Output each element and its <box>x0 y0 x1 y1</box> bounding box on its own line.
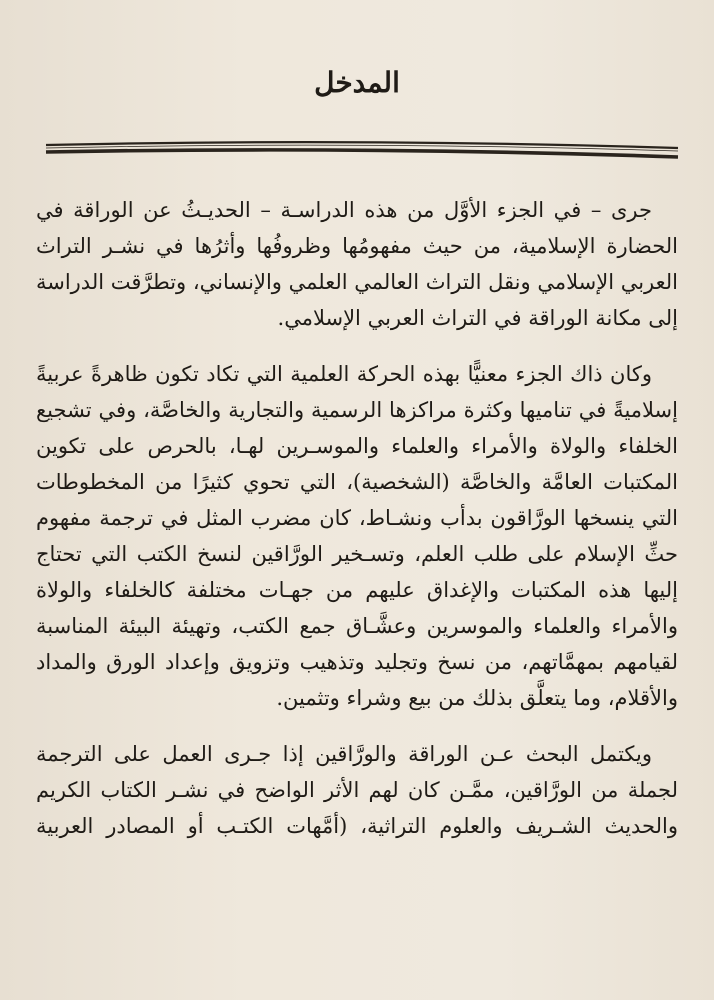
body-text <box>36 192 678 844</box>
text-line: والأقلام، وما يتعلَّق بذلك من بيع وشراء وتثمين. <box>276 686 678 710</box>
text-line: التي ينسخها الورَّاقون بدأب ونشـاط، كان مضرب المثل في ترجمة مفهوم <box>36 506 678 530</box>
text-line: وكان ذاك الجزء معنيًّا بهذه الحركة العلمية التي تكاد تكون ظاهرةً عربيةً <box>36 362 652 386</box>
chapter-title: المدخل <box>314 66 400 99</box>
text-line: والأمراء والعلماء والموسرين وعشَّـاق جمع الكتب، وتهيئة البيئة المناسبة <box>36 614 678 638</box>
text-line: جرى – في الجزء الأوَّل من هذه الدراسـة – الحديـثُ عن الوراقة في <box>36 198 652 222</box>
paragraph-2 <box>36 356 678 716</box>
text-line: إلى مكانة الوراقة في التراث العربي الإسلامي. <box>277 306 678 330</box>
title-divider-ornament <box>44 136 680 162</box>
text-line: إسلاميةً في تناميها وكثرة مراكزها الرسمية والتجارية والخاصَّة، وفي تشجيع <box>36 398 678 422</box>
text-line: لجملة من الورَّاقين، ممَّـن كان لهم الأثر الواضح في نشـر الكتاب الكريم <box>36 778 678 802</box>
text-line: العربي الإسلامي ونقل التراث العالمي العلمي والإنساني، وتطرَّقت الدراسة <box>35 270 678 294</box>
text-line: والحديث الشـريف والعلوم التراثية، (أمَّهات الكتـب أو المصادر العربية <box>36 814 678 838</box>
paragraph-3 <box>36 736 678 844</box>
paragraph-1 <box>36 192 678 336</box>
text-line: المكتبات العامَّة والخاصَّة (الشخصية)، التي تحوي كثيرًا من المخطوطات <box>36 470 678 494</box>
text-line: لقيامهم بمهمَّاتهم، من نسخ وتجليد وتذهيب وتزويق وإعداد الورق والمداد <box>36 650 678 674</box>
text-line: الخلفاء والولاة والأمراء والعلماء والموسـرين لهـا، بالحرص على تكوين <box>36 434 678 458</box>
text-line: الحضارة الإسلامية، من حيث مفهومُها وظروفُها وأثرُها في نشـر التراث <box>36 234 678 258</box>
text-line: إليها هذه المكتبات والإغداق عليهم من جهـات مختلفة كالخلفاء والولاة <box>36 578 678 602</box>
text-line: حثِّ الإسلام على طلب العلم، وتسـخير الورَّاقين لنسخ الكتب التي تحتاج <box>36 542 678 566</box>
text-line: ويكتمل البحث عـن الوراقة والورَّاقين إذا جـرى العمل على الترجمة <box>36 742 652 766</box>
